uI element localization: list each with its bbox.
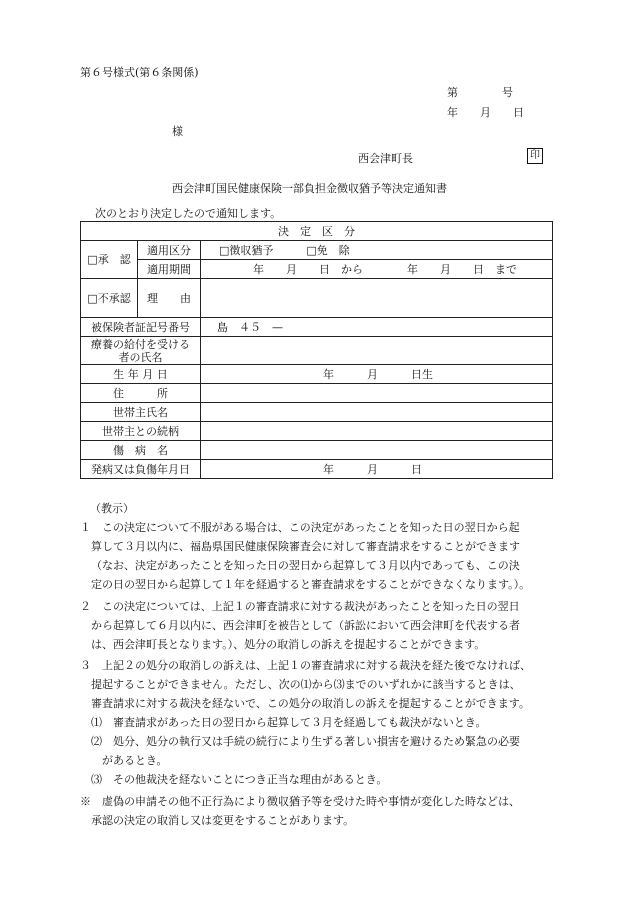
birth-date-label: 生 年 月 日 (81, 365, 201, 384)
instruction-line: ⑴ 審査請求があった日の翌日から起算して３月を経過しても裁決がないとき。 (91, 716, 487, 729)
instruction-line: 承認の決定の取消し又は変更をすることがあります。 (91, 814, 355, 827)
instruction-line: 定の日の翌日から起算して１年を経過すると審査請求をすることができなくなります。）。 (91, 578, 531, 591)
document-number: 第 号 (447, 86, 513, 99)
instruction-line: （なお、決定があったことを知った日の翌日から起算して３月以内であっても、この決 (91, 559, 520, 572)
disease-value (201, 441, 553, 460)
reason-label: 理 由 (138, 279, 201, 318)
approve-checkbox-label: □承 認 (81, 241, 138, 279)
intro-text: 次のとおり決定したので通知します。 (95, 207, 282, 220)
reject-checkbox-label: □不承認 (81, 279, 138, 318)
instruction-line: があるとき。 (102, 754, 168, 767)
householder-value (201, 403, 553, 422)
period-value: 年 月 日 から 年 月 日 まで (201, 260, 553, 279)
householder-label: 世帯主氏名 (81, 403, 201, 422)
address-value (201, 384, 553, 403)
period-label: 適用期間 (138, 260, 201, 279)
table-header: 決 定 区 分 (81, 222, 553, 241)
instruction-line: 算して３月以内に、福島県国民健康保険審査会に対して審査請求をすることができます (91, 540, 520, 553)
reason-value (201, 279, 553, 318)
document-date: 年 月 日 (447, 106, 524, 119)
insured-number-label: 被保険者証記号番号 (81, 318, 201, 337)
instruction-line: は、西会津町長となります。）、処分の取消しの訴えを提起することができます。 (91, 638, 486, 651)
birth-date-value: 年 月 日生 (201, 365, 553, 384)
document-title: 西会津町国民健康保険一部負担金徴収猶予等決定通知書 (172, 182, 447, 195)
decision-table (80, 221, 553, 479)
category-value: □徴収猶予 □免 除 (201, 241, 553, 260)
address-label: 住 所 (81, 384, 201, 403)
disease-label: 傷 病 名 (81, 441, 201, 460)
form-number: 第６号様式(第６条関係) (80, 66, 199, 79)
category-label: 適用区分 (138, 241, 201, 260)
relation-label: 世帯主との続柄 (81, 422, 201, 441)
instruction-line: ⑵ 処分、処分の執行又は手続の続行により生ずる著しい損害を避けるため緊急の必要 (91, 735, 520, 748)
instruction-line: ※ 虚偽の申請その他不正行為により徴収猶予等を受けた時や事情が変化した時などは、 (80, 795, 520, 808)
issuer: 西会津町長 (358, 152, 413, 165)
seal-mark: 印 (527, 148, 543, 164)
addressee-suffix: 様 (172, 125, 183, 138)
recipient-name-value (201, 337, 553, 365)
instruction-line: 提起することができません。ただし、次の⑴から⑶までのいずれかに該当するときは、 (91, 678, 521, 691)
onset-date-value: 年 月 日 (201, 460, 553, 479)
instruction-line: ⑶ その他裁決を経ないことにつき正当な理由があるとき。 (91, 773, 388, 786)
instructions-heading: （教示） (90, 502, 134, 515)
recipient-name-label: 療養の給付を受ける者の氏名 (81, 337, 201, 365)
relation-value (201, 422, 553, 441)
onset-date-label: 発病又は負傷年月日 (81, 460, 201, 479)
insured-number-value: 島 ４５ — (201, 318, 553, 337)
instruction-line: ３ 上記２の処分の取消しの訴えは、上記１の審査請求に対する裁決を経た後でなければ、 (80, 659, 531, 672)
instruction-line: 審査請求に対する裁決を経ないで、この処分の取消しの訴えを提起することができます。 (91, 697, 530, 710)
instruction-line: から起算して６月以内に、西会津町を被告として（訴訟において西会津町を代表する者 (91, 619, 520, 632)
instruction-line: １ この決定について不服がある場合は、この決定があったことを知った日の翌日から起 (80, 521, 520, 534)
instruction-line: ２ この決定については、上記１の審査請求に対する裁決があったことを知った日の翌日 (80, 600, 520, 613)
